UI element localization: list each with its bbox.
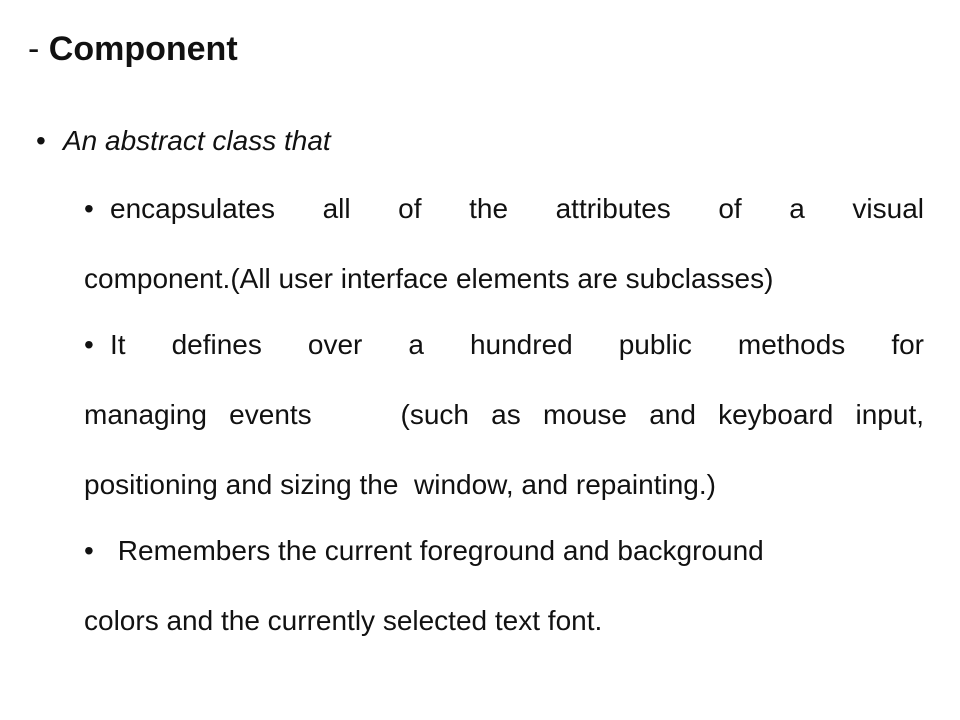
bullet-icon: • — [84, 193, 94, 224]
bullet-line-text: It defines over a hundred public methods for — [110, 329, 924, 360]
slide-title — [28, 26, 238, 72]
bullet-line — [84, 516, 924, 586]
title-word: Component — [48, 30, 238, 68]
bullet-line-text: encapsulates all of the attributes of a visual — [110, 193, 924, 224]
bullet-level2-item — [84, 516, 924, 656]
bullet-level2-item — [84, 174, 924, 314]
title-dash: - — [28, 30, 49, 68]
bullet-line: managing events (such as mouse and keyboard input, — [84, 399, 924, 430]
bullet-line — [84, 310, 924, 380]
bullet-line: positioning and sizing the window, and repainting.) — [84, 469, 716, 500]
bullet-icon: • — [84, 535, 94, 566]
bullet-line: colors and the currently selected text font. — [84, 605, 603, 636]
bullet-level1-text: An abstract class that — [63, 125, 331, 156]
bullet-line: component.(All user interface elements are subclasses) — [84, 263, 774, 294]
bullet-line-text: Remembers the current foreground and background — [110, 535, 764, 566]
bullet-icon: • — [84, 329, 94, 360]
bullet-level2-item — [84, 310, 924, 520]
bullet-line — [84, 174, 924, 244]
bullet-level1 — [36, 118, 331, 164]
bullet-icon: • — [36, 125, 46, 156]
